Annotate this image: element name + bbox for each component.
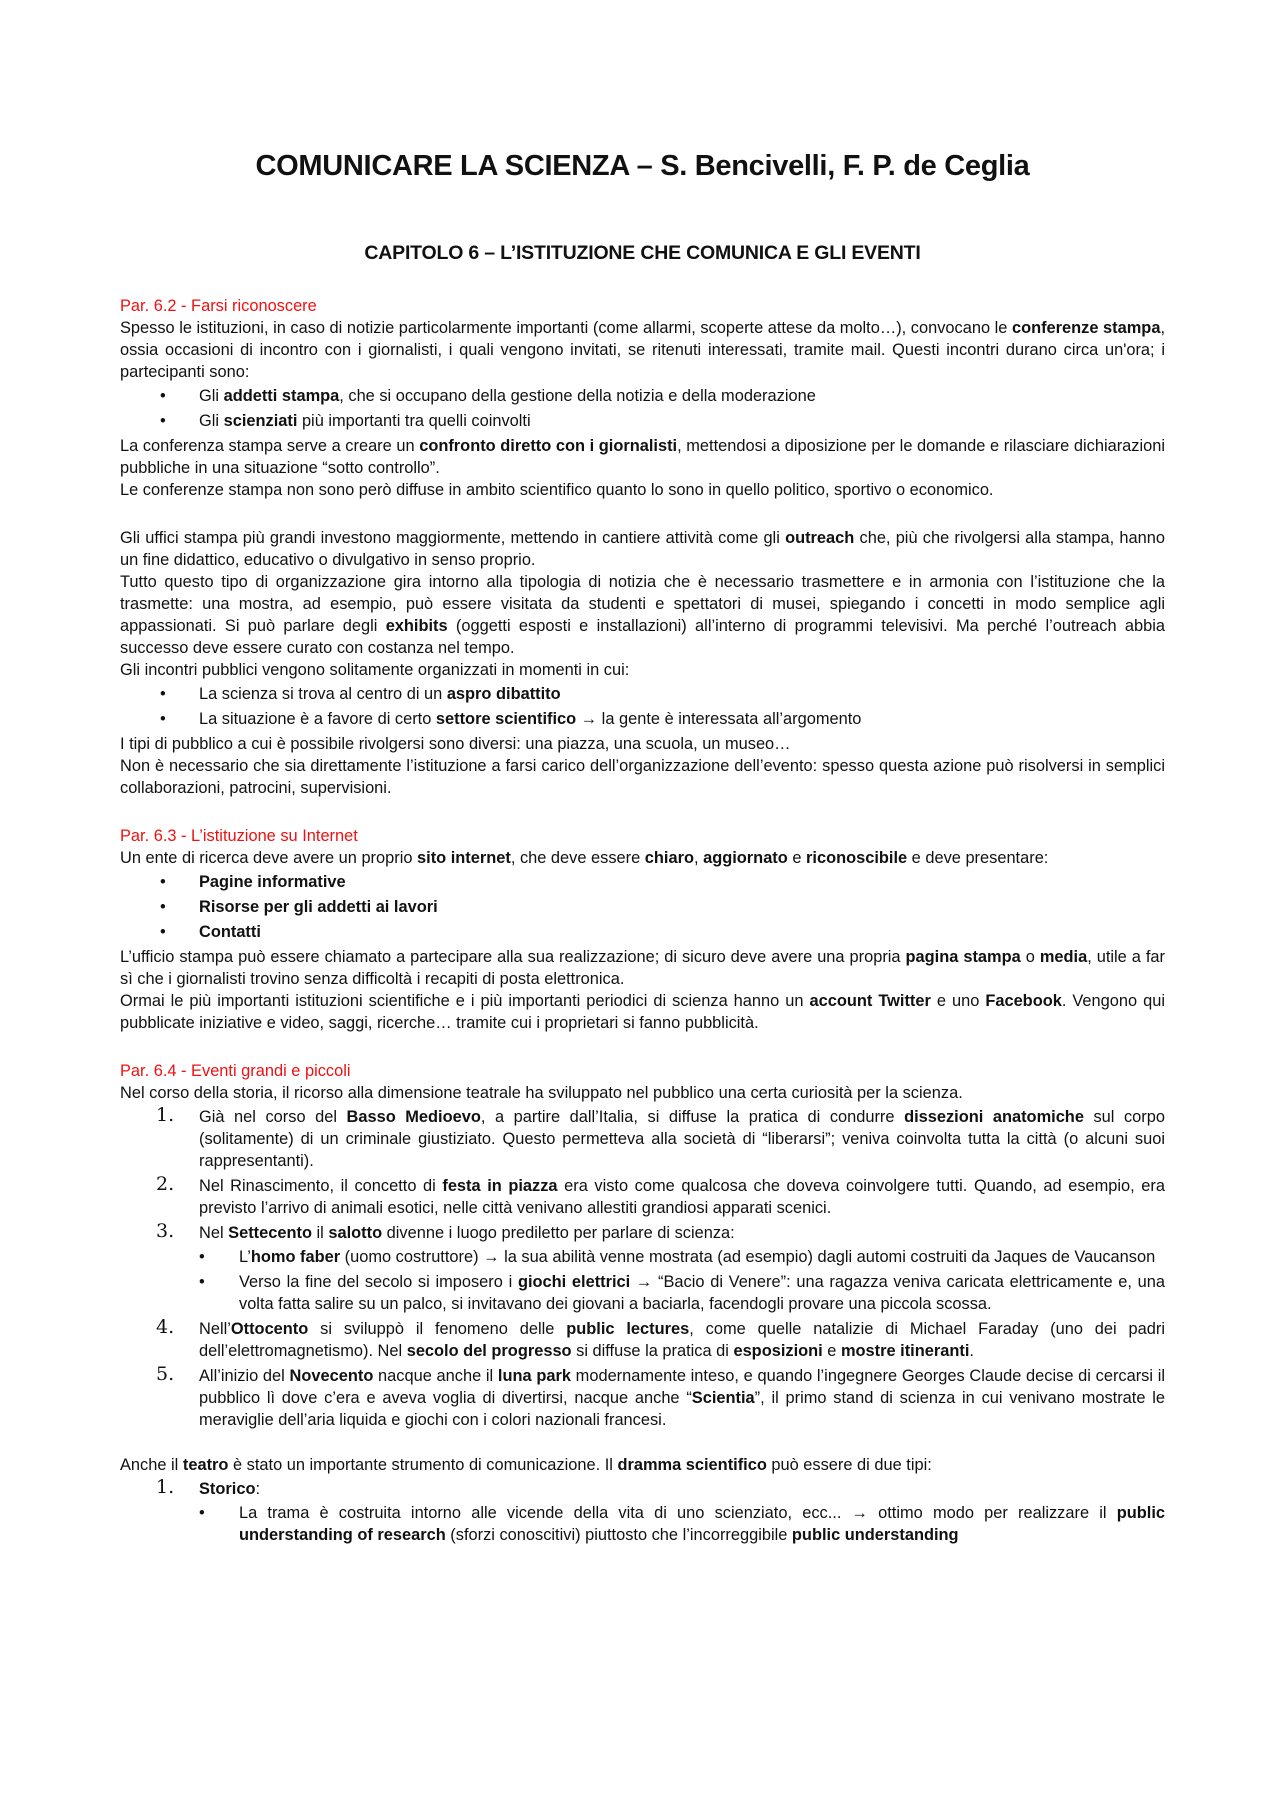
bullet-icon: •: [160, 412, 166, 430]
bullet-list: [120, 385, 1165, 432]
sub-bullet-list: [199, 1502, 1165, 1546]
list-item: 3. Nel Settecento il salotto divenne i luogo prediletto per parlare di scienza: • L’homo faber (uomo costruttore) → la sua abilità venne mostrata (ad esempio) dagli automi costruiti da Jaques de Vaucanson • Verso la fine del secolo si imposero i giochi elettrici → “Bacio di Venere”: una ragazza veniva caricata elettricamente e, una volta fatta salire su un palco, si invitavano dei giovani a baciarla, facendogli provare una piccola scossa.: [156, 1220, 1165, 1313]
list-number: 4.: [156, 1316, 175, 1338]
list-item: 1. Storico: • La trama è costruita intorno alle vicende della vita di uno scienziato, ecc... → ottimo modo per realizzare il public understanding of research (sforzi conoscitivi) piuttosto che l’incorreggibile public understanding: [156, 1476, 1165, 1544]
list-item: • Gli addetti stampa, che si occupano della gestione della notizia e della moderazione: [160, 387, 816, 405]
paragraph: Ormai le più importanti istituzioni scientifiche e i più importanti periodici di scienza hanno un account Twitter e uno Facebook. Vengono qui pubblicate iniziative e video, saggi, ricerche… tramite cui i proprietari si fanno pubblicità.: [120, 992, 1165, 1032]
list-item: • Contatti: [160, 923, 261, 941]
bullet-icon: •: [199, 1273, 205, 1291]
bullet-icon: •: [160, 898, 166, 916]
paragraph: Le conferenze stampa non sono però diffuse in ambito scientifico quanto lo sono in quello politico, sportivo o economico.: [120, 481, 994, 499]
list-item: 2. Nel Rinascimento, il concetto di festa in piazza era visto come qualcosa che doveva coinvolgere tutti. Quando, ad esempio, era previsto l’arrivo di animali esotici, nelle città venivano allestiti grandiosi apparati scenici.: [156, 1173, 1165, 1217]
paragraph: Spesso le istituzioni, in caso di notizie particolarmente importanti (come allarmi, scoperte attese da molto…), convocano le conferenze stampa, ossia occasioni di incontro con i giornalisti, i quali vengono invitati, se ritenuti interessati, tramite mail. Questi incontri durano circa un'ora; i partecipanti sono:: [120, 319, 1165, 381]
list-number: 5.: [156, 1363, 175, 1385]
paragraph: Nel corso della storia, il ricorso alla dimensione teatrale ha sviluppato nel pubblico una certa curiosità per la scienza.: [120, 1084, 963, 1102]
bullet-list: [120, 871, 1165, 943]
section-heading: Par. 6.4 - Eventi grandi e piccoli: [120, 1062, 351, 1080]
bullet-icon: •: [160, 873, 166, 891]
list-item: 4. Nell’Ottocento si sviluppò il fenomeno delle public lectures, come quelle natalizie di Michael Faraday (uno dei padri dell’elettromagnetismo). Nel secolo del progresso si diffuse la pratica di esposizioni e mostre itineranti.: [156, 1316, 1165, 1360]
bullet-icon: •: [160, 923, 166, 941]
section-6-4: [120, 1060, 1165, 1546]
numbered-list: [120, 1106, 1165, 1431]
list-item: • Pagine informative: [160, 873, 346, 891]
bullet-icon: •: [160, 710, 166, 728]
list-item: • Gli scienziati più importanti tra quelli coinvolti: [160, 412, 531, 430]
paragraph: L’ufficio stampa può essere chiamato a partecipare alla sua realizzazione; di sicuro deve avere una propria pagina stampa o media, utile a far sì che i giornalisti trovino senza difficoltà i recapiti di posta elettronica.: [120, 948, 1165, 988]
bullet-icon: •: [160, 387, 166, 405]
section-heading: Par. 6.3 - L’istituzione su Internet: [120, 827, 358, 845]
section-6-3: [120, 825, 1165, 1034]
bullet-icon: •: [160, 685, 166, 703]
list-item: 1. Già nel corso del Basso Medioevo, a partire dall’Italia, si diffuse la pratica di condurre dissezioni anatomiche sul corpo (solitamente) di un criminale giustiziato. Questo permetteva alla società di “liberarsi”; veniva coinvolta tutta la città (o alcuni suoi rappresentanti).: [156, 1104, 1165, 1170]
paragraph: Gli uffici stampa più grandi investono maggiormente, mettendo in cantiere attività come gli outreach che, più che rivolgersi alla stampa, hanno un fine didattico, educativo o divulgativo in senso proprio.: [120, 529, 1165, 569]
paragraph: Anche il teatro è stato un importante strumento di comunicazione. Il dramma scientifico può essere di due tipi:: [120, 1456, 932, 1474]
sub-bullet-list: [199, 1246, 1165, 1315]
list-number: 2.: [156, 1173, 175, 1195]
list-number: 1.: [156, 1476, 175, 1498]
paragraph: Tutto questo tipo di organizzazione gira intorno alla tipologia di notizia che è necessario trasmettere e in armonia con l’istituzione che la trasmette: una mostra, ad esempio, può essere visitata da studenti e spettatori di musei, spiegando i concetti in modo semplice agli appassionati. Si può parlare degli exhibits (oggetti esposti e installazioni) all’interno di programmi televisivi. Ma perché l’outreach abbia successo deve essere curato con costanza nel tempo.: [120, 573, 1165, 657]
list-item: • La trama è costruita intorno alle vicende della vita di uno scienziato, ecc... → ottimo modo per realizzare il public understanding of research (sforzi conoscitivi) piuttosto che l’incorreggibile public understanding: [199, 1504, 1165, 1544]
list-item: • La situazione è a favore di certo settore scientifico → la gente è interessata all’argomento: [160, 710, 862, 728]
section-6-2: [120, 295, 1165, 799]
list-number: 3.: [156, 1220, 175, 1242]
list-number: 1.: [156, 1104, 175, 1126]
numbered-list: [120, 1478, 1165, 1546]
list-item: • Risorse per gli addetti ai lavori: [160, 898, 438, 916]
list-item: • La scienza si trova al centro di un aspro dibattito: [160, 685, 561, 703]
bullet-list: [120, 683, 1165, 730]
bullet-icon: •: [199, 1504, 205, 1522]
document-body: [120, 295, 1165, 1549]
chapter-heading: CAPITOLO 6 – L’ISTITUZIONE CHE COMUNICA E GLI EVENTI: [364, 242, 921, 264]
bullet-icon: •: [199, 1248, 205, 1266]
list-item: • L’homo faber (uomo costruttore) → la sua abilità venne mostrata (ad esempio) dagli automi costruiti da Jaques de Vaucanson: [199, 1248, 1156, 1266]
document-title: COMUNICARE LA SCIENZA – S. Bencivelli, F. P. de Ceglia: [255, 150, 1030, 182]
paragraph: Non è necessario che sia direttamente l’istituzione a farsi carico dell’organizzazione dell’evento: spesso questa azione può risolversi in semplici collaborazioni, patrocini, supervisioni.: [120, 757, 1165, 797]
paragraph: Un ente di ricerca deve avere un proprio sito internet, che deve essere chiaro, aggiornato e riconoscibile e deve presentare:: [120, 849, 1049, 867]
list-item: • Verso la fine del secolo si imposero i giochi elettrici → “Bacio di Venere”: una ragazza veniva caricata elettricamente e, una volta fatta salire su un palco, si invitavano dei giovani a baciarla, facendogli provare una piccola scossa.: [199, 1273, 1165, 1313]
paragraph: La conferenza stampa serve a creare un confronto diretto con i giornalisti, mettendosi a diposizione per le domande e rilasciare dichiarazioni pubbliche in una situazione “sotto controllo”.: [120, 437, 1166, 477]
section-heading: Par. 6.2 - Farsi riconoscere: [120, 297, 317, 315]
paragraph: Gli incontri pubblici vengono solitamente organizzati in momenti in cui:: [120, 661, 630, 679]
list-item: 5. All’inizio del Novecento nacque anche il luna park modernamente inteso, e quando l’ingegnere Georges Claude decise di cercarsi il pubblico lì dove c’era e aveva voglia di divertirsi, nacque anche “Scientia”, il primo stand di scienza in cui venivano mostrate le meraviglie dell’aria liquida e giochi con i colori nazionali francesi.: [156, 1363, 1166, 1429]
paragraph: I tipi di pubblico a cui è possibile rivolgersi sono diversi: una piazza, una scuola, un museo…: [120, 735, 791, 753]
